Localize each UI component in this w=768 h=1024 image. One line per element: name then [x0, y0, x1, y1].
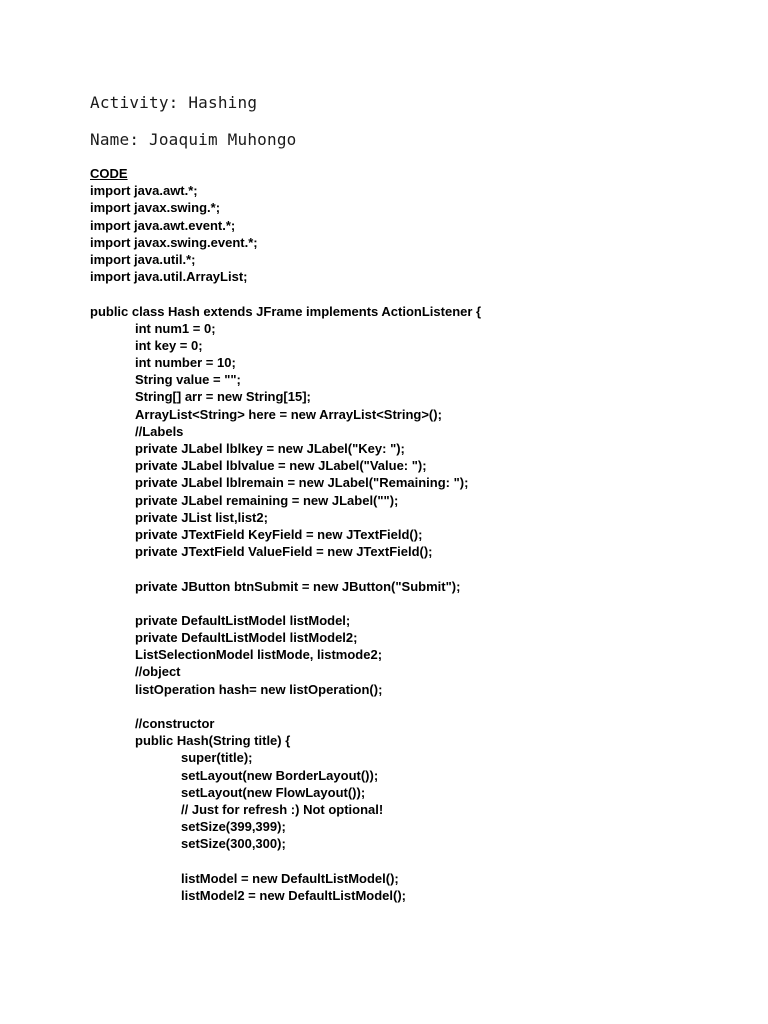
code-line: int num1 = 0;: [135, 320, 216, 336]
code-line: private JTextField ValueField = new JTextField();: [135, 544, 433, 560]
code-line: import java.awt.event.*;: [90, 217, 236, 233]
code-block: [90, 165, 730, 904]
activity-title: Activity: Hashing: [90, 93, 258, 112]
code-line: [90, 698, 730, 715]
code-line: [90, 560, 730, 577]
code-line: private JList list,list2;: [135, 509, 268, 525]
code-line: // Just for refresh :) Not optional!: [181, 801, 384, 817]
code-line: //object: [135, 664, 181, 680]
code-line: ListSelectionModel listMode, listmode2;: [135, 647, 383, 663]
code-line: public Hash(String title) {: [135, 733, 291, 749]
code-line: private JLabel lblkey = new JLabel("Key: ");: [135, 441, 405, 456]
code-line: listModel = new DefaultListModel();: [181, 870, 399, 886]
code-lines: [90, 182, 730, 904]
code-line: ArrayList<String> here = new ArrayList<String>();: [135, 406, 442, 422]
code-heading: CODE: [90, 166, 128, 181]
code-line: listModel2 = new DefaultListModel();: [181, 887, 406, 903]
code-line: public class Hash extends JFrame implements ActionListener {: [90, 303, 482, 319]
code-line: int key = 0;: [135, 337, 203, 353]
code-line: import java.awt.*;: [90, 183, 198, 199]
code-line: setSize(300,300);: [181, 836, 286, 852]
code-line: private DefaultListModel listModel;: [135, 612, 351, 628]
code-line: setLayout(new FlowLayout());: [181, 784, 366, 800]
code-line: import javax.swing.event.*;: [90, 234, 258, 250]
code-line: import java.util.*;: [90, 251, 196, 267]
author-name: Name: Joaquim Muhongo: [90, 130, 297, 149]
code-line: String[] arr = new String[15];: [135, 389, 311, 405]
code-line: [90, 853, 730, 870]
code-line: private JTextField KeyField = new JTextField();: [135, 526, 423, 542]
code-line: private JLabel lblremain = new JLabel("Remaining: ");: [135, 475, 469, 491]
code-line: private JLabel lblvalue = new JLabel("Value: ");: [135, 458, 427, 474]
code-line: private JLabel remaining = new JLabel("");: [135, 492, 399, 508]
code-line: [90, 595, 730, 612]
code-line: setLayout(new BorderLayout());: [181, 767, 379, 783]
code-line: private JButton btnSubmit = new JButton("Submit");: [135, 578, 461, 594]
code-line: int number = 10;: [135, 355, 236, 371]
code-line: import javax.swing.*;: [90, 200, 221, 216]
code-line: listOperation hash= new listOperation();: [135, 681, 383, 697]
code-line: //Labels: [135, 423, 184, 439]
code-line: setSize(399,399);: [181, 819, 286, 835]
code-line: super(title);: [181, 750, 253, 766]
code-line: import java.util.ArrayList;: [90, 269, 248, 285]
code-line: [90, 285, 730, 302]
code-line: private DefaultListModel listModel2;: [135, 630, 358, 646]
code-line: //constructor: [135, 716, 215, 731]
code-line: String value = "";: [135, 372, 241, 388]
